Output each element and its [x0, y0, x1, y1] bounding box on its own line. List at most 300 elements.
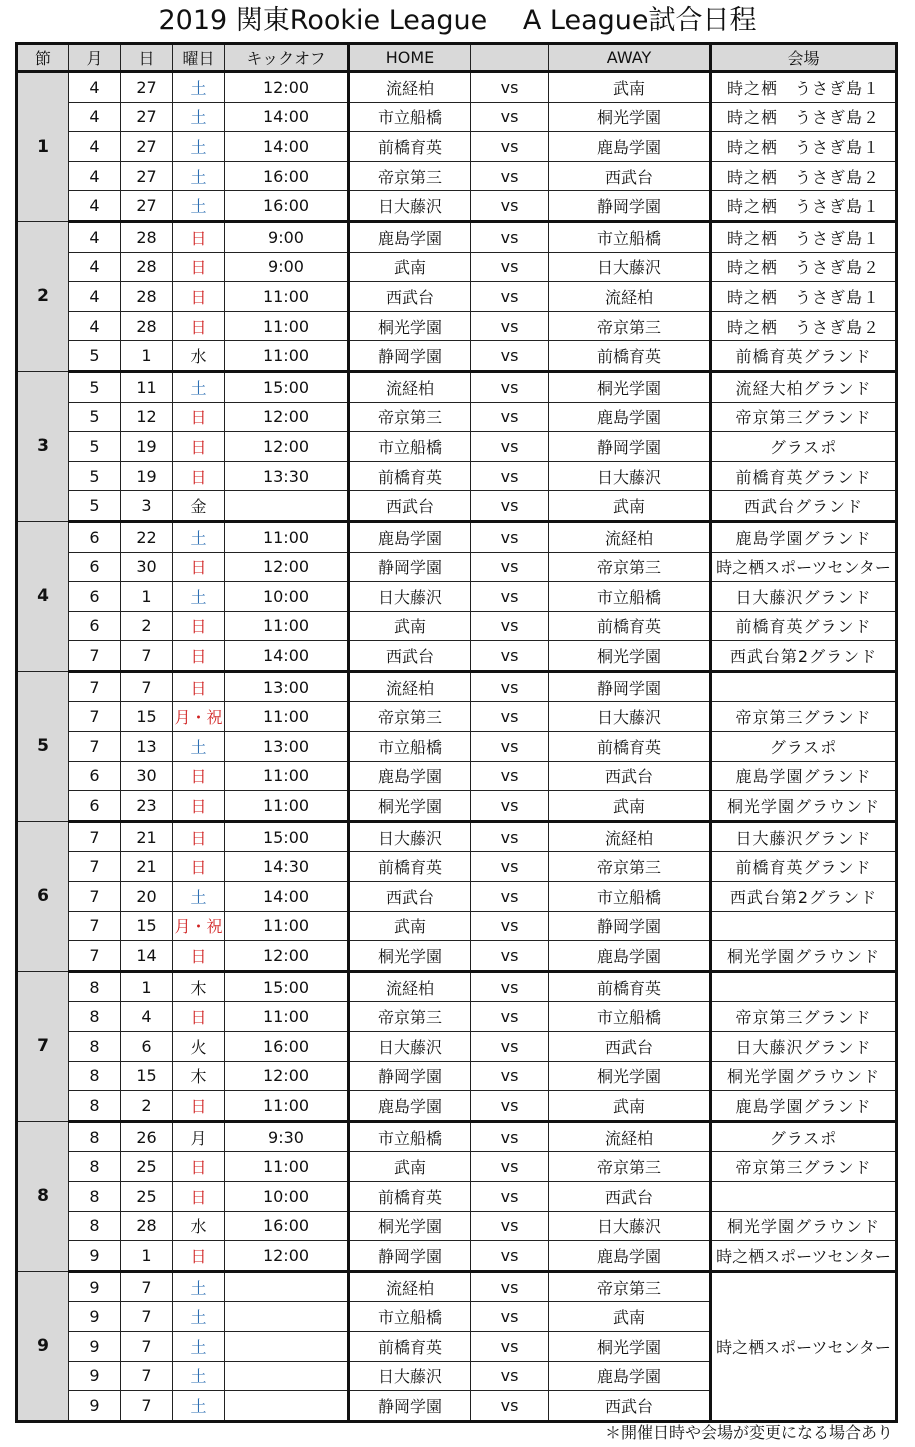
match-month: 8	[69, 1002, 121, 1032]
match-vs: vs	[471, 461, 549, 491]
match-month: 7	[69, 911, 121, 941]
match-away-team: 西武台	[549, 1181, 711, 1211]
match-month: 7	[69, 821, 121, 852]
match-vs: vs	[471, 1391, 549, 1422]
match-row	[17, 311, 897, 341]
match-row	[17, 341, 897, 372]
match-home-team: 市立船橋	[349, 1302, 471, 1332]
match-home-team: 前橋育英	[349, 1331, 471, 1361]
match-away-team: 鹿島学園	[549, 402, 711, 432]
match-venue: 前橋育英グランド	[711, 611, 897, 641]
match-venue: 前橋育英グランド	[711, 461, 897, 491]
match-home-team: 武南	[349, 611, 471, 641]
match-day: 21	[121, 821, 173, 852]
match-away-team: 帝京第三	[549, 1271, 711, 1302]
match-venue: 時之栖 うさぎ島１	[711, 191, 897, 222]
match-vs: vs	[471, 941, 549, 972]
match-month: 6	[69, 552, 121, 582]
match-month: 9	[69, 1302, 121, 1332]
match-weekday: 月・祝	[173, 702, 225, 732]
match-row	[17, 671, 897, 702]
match-month: 6	[69, 611, 121, 641]
match-weekday: 土	[173, 521, 225, 552]
match-home-team: 市立船橋	[349, 432, 471, 462]
match-day: 15	[121, 911, 173, 941]
match-vs: vs	[471, 1302, 549, 1332]
match-kickoff: 13:00	[225, 732, 349, 762]
match-kickoff: 11:00	[225, 521, 349, 552]
match-row	[17, 1181, 897, 1211]
match-weekday: 土	[173, 1361, 225, 1391]
match-vs: vs	[471, 371, 549, 402]
section-number: 9	[17, 1271, 69, 1421]
header-vs	[471, 44, 549, 72]
match-weekday: 月・祝	[173, 911, 225, 941]
match-month: 6	[69, 582, 121, 612]
match-venue: 時之栖スポーツセンター	[711, 552, 897, 582]
match-day: 28	[121, 221, 173, 252]
header-kickoff: キックオフ	[225, 44, 349, 72]
match-home-team: 鹿島学園	[349, 1091, 471, 1122]
match-month: 4	[69, 252, 121, 282]
match-home-team: 日大藤沢	[349, 191, 471, 222]
match-kickoff: 9:00	[225, 221, 349, 252]
match-weekday: 日	[173, 1152, 225, 1182]
match-vs: vs	[471, 221, 549, 252]
match-row	[17, 732, 897, 762]
match-kickoff: 11:00	[225, 282, 349, 312]
match-venue: 西武台グランド	[711, 491, 897, 522]
match-row	[17, 1002, 897, 1032]
match-weekday: 金	[173, 491, 225, 522]
match-kickoff: 11:00	[225, 702, 349, 732]
match-day: 3	[121, 491, 173, 522]
match-kickoff: 13:30	[225, 461, 349, 491]
match-kickoff: 14:00	[225, 641, 349, 672]
match-away-team: 流経柏	[549, 521, 711, 552]
match-vs: vs	[471, 671, 549, 702]
match-kickoff: 11:00	[225, 1091, 349, 1122]
match-home-team: 前橋育英	[349, 1181, 471, 1211]
match-venue: 鹿島学園グランド	[711, 1091, 897, 1122]
match-venue: 西武台第2グランド	[711, 641, 897, 672]
match-kickoff: 15:00	[225, 821, 349, 852]
match-day: 15	[121, 1061, 173, 1091]
match-kickoff: 11:00	[225, 311, 349, 341]
match-venue: 前橋育英グランド	[711, 852, 897, 882]
section-number: 6	[17, 821, 69, 971]
match-day: 12	[121, 402, 173, 432]
match-row	[17, 552, 897, 582]
match-vs: vs	[471, 161, 549, 191]
match-away-team: 静岡学園	[549, 911, 711, 941]
match-kickoff	[225, 1271, 349, 1302]
match-vs: vs	[471, 72, 549, 103]
match-away-team: 帝京第三	[549, 1152, 711, 1182]
match-row	[17, 641, 897, 672]
match-vs: vs	[471, 1271, 549, 1302]
match-home-team: 流経柏	[349, 371, 471, 402]
match-away-team: 前橋育英	[549, 732, 711, 762]
match-vs: vs	[471, 971, 549, 1002]
match-home-team: 帝京第三	[349, 161, 471, 191]
schedule-body	[17, 72, 897, 1422]
match-venue: 桐光学園グラウンド	[711, 941, 897, 972]
match-away-team: 桐光学園	[549, 102, 711, 132]
match-month: 4	[69, 132, 121, 162]
match-vs: vs	[471, 702, 549, 732]
match-row	[17, 761, 897, 791]
match-weekday: 土	[173, 882, 225, 912]
match-away-team: 西武台	[549, 1391, 711, 1422]
match-vs: vs	[471, 282, 549, 312]
match-row	[17, 102, 897, 132]
match-venue: 帝京第三グランド	[711, 402, 897, 432]
match-away-team: 日大藤沢	[549, 252, 711, 282]
match-venue	[711, 1181, 897, 1211]
header-month: 月	[69, 44, 121, 72]
match-kickoff: 13:00	[225, 671, 349, 702]
match-away-team: 市立船橋	[549, 221, 711, 252]
match-row	[17, 1241, 897, 1272]
match-vs: vs	[471, 611, 549, 641]
match-away-team: 鹿島学園	[549, 1241, 711, 1272]
match-vs: vs	[471, 1002, 549, 1032]
match-day: 23	[121, 791, 173, 822]
section-number: 4	[17, 521, 69, 671]
match-weekday: 土	[173, 102, 225, 132]
match-weekday: 日	[173, 852, 225, 882]
match-kickoff: 12:00	[225, 552, 349, 582]
match-weekday: 日	[173, 432, 225, 462]
match-row	[17, 911, 897, 941]
match-kickoff: 16:00	[225, 161, 349, 191]
match-venue: 前橋育英グランド	[711, 341, 897, 372]
match-home-team: 市立船橋	[349, 732, 471, 762]
match-weekday: 土	[173, 72, 225, 103]
match-home-team: 桐光学園	[349, 311, 471, 341]
match-vs: vs	[471, 1121, 549, 1152]
match-weekday: 木	[173, 1061, 225, 1091]
match-month: 8	[69, 1091, 121, 1122]
match-day: 7	[121, 1302, 173, 1332]
match-venue: 時之栖 うさぎ島２	[711, 161, 897, 191]
match-row	[17, 1152, 897, 1182]
match-home-team: 西武台	[349, 282, 471, 312]
match-away-team: 市立船橋	[549, 882, 711, 912]
match-row	[17, 221, 897, 252]
match-home-team: 日大藤沢	[349, 582, 471, 612]
match-home-team: 桐光学園	[349, 791, 471, 822]
match-home-team: 帝京第三	[349, 402, 471, 432]
match-month: 9	[69, 1241, 121, 1272]
match-day: 2	[121, 1091, 173, 1122]
match-vs: vs	[471, 1211, 549, 1241]
match-home-team: 静岡学園	[349, 1241, 471, 1272]
match-home-team: 静岡学園	[349, 552, 471, 582]
match-weekday: 日	[173, 821, 225, 852]
match-away-team: 帝京第三	[549, 311, 711, 341]
match-home-team: 鹿島学園	[349, 761, 471, 791]
match-venue	[711, 911, 897, 941]
match-kickoff	[225, 1361, 349, 1391]
match-kickoff: 12:00	[225, 1061, 349, 1091]
match-vs: vs	[471, 1032, 549, 1062]
match-month: 8	[69, 1032, 121, 1062]
match-month: 4	[69, 221, 121, 252]
match-vs: vs	[471, 641, 549, 672]
match-weekday: 日	[173, 252, 225, 282]
match-away-team: 静岡学園	[549, 432, 711, 462]
match-kickoff: 11:00	[225, 341, 349, 372]
match-venue: 鹿島学園グランド	[711, 761, 897, 791]
match-day: 6	[121, 1032, 173, 1062]
match-vs: vs	[471, 761, 549, 791]
match-kickoff: 12:00	[225, 402, 349, 432]
match-away-team: 流経柏	[549, 1121, 711, 1152]
match-weekday: 日	[173, 941, 225, 972]
match-kickoff: 12:00	[225, 72, 349, 103]
match-away-team: 武南	[549, 791, 711, 822]
match-weekday: 日	[173, 461, 225, 491]
match-home-team: 鹿島学園	[349, 221, 471, 252]
match-home-team: 日大藤沢	[349, 821, 471, 852]
schedule-table	[15, 42, 898, 1423]
match-month: 7	[69, 702, 121, 732]
match-day: 4	[121, 1002, 173, 1032]
match-weekday: 月	[173, 1121, 225, 1152]
match-away-team: 西武台	[549, 761, 711, 791]
match-month: 4	[69, 102, 121, 132]
match-month: 4	[69, 72, 121, 103]
match-row	[17, 1091, 897, 1122]
match-row	[17, 491, 897, 522]
section-number: 8	[17, 1121, 69, 1271]
match-month: 7	[69, 641, 121, 672]
match-kickoff: 9:00	[225, 252, 349, 282]
match-away-team: 桐光学園	[549, 1061, 711, 1091]
match-day: 7	[121, 1271, 173, 1302]
match-away-team: 静岡学園	[549, 671, 711, 702]
match-kickoff: 15:00	[225, 971, 349, 1002]
match-weekday: 日	[173, 402, 225, 432]
match-kickoff: 11:00	[225, 791, 349, 822]
match-home-team: 流経柏	[349, 1271, 471, 1302]
match-day: 7	[121, 671, 173, 702]
match-kickoff: 11:00	[225, 1002, 349, 1032]
match-row	[17, 72, 897, 103]
match-kickoff: 9:30	[225, 1121, 349, 1152]
match-home-team: 鹿島学園	[349, 521, 471, 552]
match-home-team: 西武台	[349, 491, 471, 522]
match-month: 6	[69, 791, 121, 822]
match-kickoff: 10:00	[225, 1181, 349, 1211]
match-day: 15	[121, 702, 173, 732]
match-away-team: 鹿島学園	[549, 941, 711, 972]
page-title: 2019 関東Rookie League A League試合日程	[158, 5, 757, 36]
match-venue: 桐光学園グラウンド	[711, 1211, 897, 1241]
match-kickoff: 11:00	[225, 911, 349, 941]
match-kickoff: 11:00	[225, 611, 349, 641]
match-weekday: 土	[173, 161, 225, 191]
match-home-team: 前橋育英	[349, 461, 471, 491]
match-row	[17, 882, 897, 912]
match-kickoff: 12:00	[225, 432, 349, 462]
match-month: 5	[69, 371, 121, 402]
match-day: 25	[121, 1181, 173, 1211]
match-row	[17, 582, 897, 612]
match-month: 5	[69, 491, 121, 522]
match-home-team: 日大藤沢	[349, 1361, 471, 1391]
match-row	[17, 852, 897, 882]
match-kickoff: 14:00	[225, 882, 349, 912]
match-venue: 時之栖 うさぎ島１	[711, 221, 897, 252]
match-home-team: 武南	[349, 911, 471, 941]
match-month: 6	[69, 761, 121, 791]
match-day: 28	[121, 252, 173, 282]
match-row	[17, 791, 897, 822]
match-kickoff: 12:00	[225, 1241, 349, 1272]
match-vs: vs	[471, 1152, 549, 1182]
match-month: 8	[69, 1152, 121, 1182]
match-day: 2	[121, 611, 173, 641]
match-day: 27	[121, 161, 173, 191]
header-row	[17, 44, 897, 72]
match-day: 28	[121, 282, 173, 312]
match-month: 8	[69, 1121, 121, 1152]
match-month: 5	[69, 432, 121, 462]
match-day: 27	[121, 191, 173, 222]
match-vs: vs	[471, 1091, 549, 1122]
match-vs: vs	[471, 521, 549, 552]
match-day: 26	[121, 1121, 173, 1152]
match-row	[17, 521, 897, 552]
match-month: 8	[69, 1211, 121, 1241]
match-month: 4	[69, 191, 121, 222]
match-weekday: 土	[173, 582, 225, 612]
match-away-team: 武南	[549, 1302, 711, 1332]
match-away-team: 桐光学園	[549, 371, 711, 402]
match-away-team: 前橋育英	[549, 341, 711, 372]
match-away-team: 流経柏	[549, 821, 711, 852]
match-day: 27	[121, 72, 173, 103]
match-kickoff: 11:00	[225, 761, 349, 791]
match-away-team: 帝京第三	[549, 852, 711, 882]
match-away-team: 武南	[549, 491, 711, 522]
match-row	[17, 191, 897, 222]
match-away-team: 流経柏	[549, 282, 711, 312]
match-venue: 日大藤沢グランド	[711, 582, 897, 612]
match-away-team: 日大藤沢	[549, 702, 711, 732]
match-away-team: 市立船橋	[549, 582, 711, 612]
match-weekday: 日	[173, 221, 225, 252]
match-away-team: 西武台	[549, 161, 711, 191]
match-month: 5	[69, 341, 121, 372]
match-row	[17, 611, 897, 641]
match-weekday: 木	[173, 971, 225, 1002]
match-vs: vs	[471, 732, 549, 762]
match-venue: グラスポ	[711, 732, 897, 762]
match-kickoff: 14:00	[225, 132, 349, 162]
match-row	[17, 252, 897, 282]
match-venue: 時之栖スポーツセンター	[711, 1241, 897, 1272]
match-venue: 時之栖 うさぎ島１	[711, 72, 897, 103]
match-home-team: 日大藤沢	[349, 1032, 471, 1062]
match-venue: 帝京第三グランド	[711, 1002, 897, 1032]
match-day: 19	[121, 461, 173, 491]
match-vs: vs	[471, 1241, 549, 1272]
match-month: 7	[69, 732, 121, 762]
match-day: 7	[121, 641, 173, 672]
match-row	[17, 402, 897, 432]
match-day: 27	[121, 102, 173, 132]
match-day: 28	[121, 311, 173, 341]
match-day: 7	[121, 1331, 173, 1361]
match-weekday: 水	[173, 341, 225, 372]
match-venue: 鹿島学園グランド	[711, 521, 897, 552]
match-day: 7	[121, 1391, 173, 1422]
match-vs: vs	[471, 1331, 549, 1361]
match-weekday: 日	[173, 1091, 225, 1122]
match-row	[17, 821, 897, 852]
match-vs: vs	[471, 341, 549, 372]
match-vs: vs	[471, 491, 549, 522]
match-kickoff	[225, 1331, 349, 1361]
match-weekday: 土	[173, 1302, 225, 1332]
header-venue: 会場	[711, 44, 897, 72]
match-venue: 時之栖 うさぎ島２	[711, 102, 897, 132]
match-weekday: 火	[173, 1032, 225, 1062]
match-weekday: 日	[173, 641, 225, 672]
match-month: 7	[69, 882, 121, 912]
match-kickoff: 12:00	[225, 941, 349, 972]
match-row	[17, 1061, 897, 1091]
match-home-team: 武南	[349, 252, 471, 282]
match-month: 4	[69, 311, 121, 341]
match-row	[17, 461, 897, 491]
match-venue: 時之栖 うさぎ島２	[711, 311, 897, 341]
match-day: 1	[121, 1241, 173, 1272]
match-venue: 帝京第三グランド	[711, 1152, 897, 1182]
match-vs: vs	[471, 311, 549, 341]
header-section: 節	[17, 44, 69, 72]
match-day: 13	[121, 732, 173, 762]
match-away-team: 桐光学園	[549, 1331, 711, 1361]
match-venue: 流経大柏グランド	[711, 371, 897, 402]
match-weekday: 土	[173, 1391, 225, 1422]
match-row	[17, 432, 897, 462]
match-vs: vs	[471, 1181, 549, 1211]
match-kickoff	[225, 1302, 349, 1332]
match-vs: vs	[471, 791, 549, 822]
match-home-team: 静岡学園	[349, 341, 471, 372]
match-weekday: 土	[173, 732, 225, 762]
match-venue: グラスポ	[711, 1121, 897, 1152]
match-away-team: 帝京第三	[549, 552, 711, 582]
match-away-team: 静岡学園	[549, 191, 711, 222]
match-weekday: 土	[173, 371, 225, 402]
match-month: 7	[69, 852, 121, 882]
match-home-team: 西武台	[349, 882, 471, 912]
header-home: HOME	[349, 44, 471, 72]
match-venue: 日大藤沢グランド	[711, 821, 897, 852]
match-day: 1	[121, 582, 173, 612]
match-venue: グラスポ	[711, 432, 897, 462]
match-vs: vs	[471, 102, 549, 132]
match-home-team: 静岡学園	[349, 1061, 471, 1091]
match-row	[17, 941, 897, 972]
match-month: 9	[69, 1391, 121, 1422]
